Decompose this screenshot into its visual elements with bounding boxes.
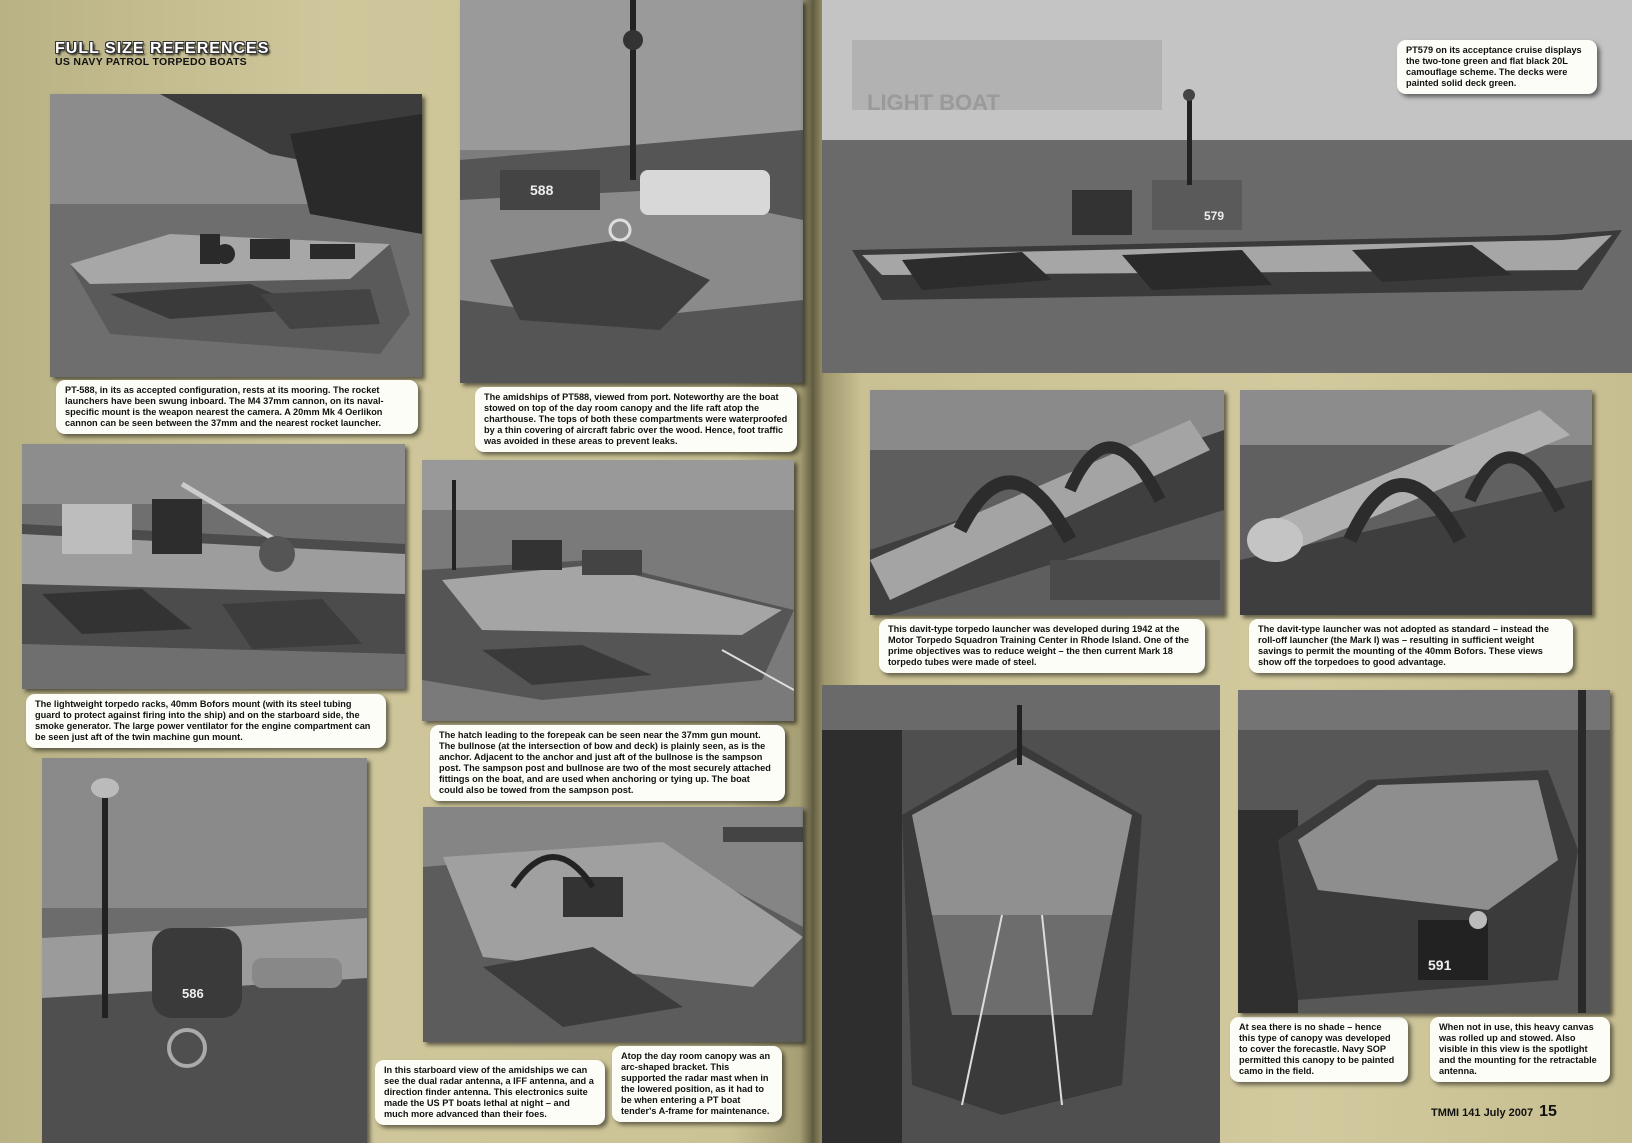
caption-amidships-port: The amidships of PT588, viewed from port. Noteworthy are the boat stowed on top of the day room canopy and the life raft atop the charthouse. The tops of both these compartments were waterproofed by a thin covering of aircraft fabric over the wood. Hence, foot traffic was avoided in these areas to prevent leaks. — [475, 387, 797, 452]
caption-canopy-sea: At sea there is no shade – hence this type of canopy was developed to cover the forecastle. Navy SOP permitted this canopy to be painted camo in the field. — [1230, 1017, 1408, 1082]
photo-starboard-amidships — [42, 758, 367, 1143]
photo-pt588-mooring — [50, 94, 422, 377]
photo-arc-bracket — [423, 807, 803, 1042]
caption-davit-launcher: This davit-type torpedo launcher was developed during 1942 at the Motor Torpedo Squadron Training Center in Rhode Island. One of the prime objectives was to reduce weight – the then current Mark 18 torpedo tubes were made of steel. — [879, 619, 1205, 673]
section-subtitle: US NAVY PATROL TORPEDO BOATS — [55, 56, 247, 68]
photo-torpedo-racks — [22, 444, 405, 689]
caption-davit-not-adopted: The davit-type launcher was not adopted as standard – instead the roll-off launcher (the Mark I) was – resulting in sufficient weight savings to permit the mounting of the 40mm Bofors. These views show off the torpedoes to good advantage. — [1249, 619, 1573, 673]
photo-amidships-port — [460, 0, 803, 383]
background-sign-text: LIGHT BOAT — [867, 90, 1000, 115]
page-number: 15 — [1539, 1103, 1557, 1120]
folio-text: TMMI 141 July 2007 — [1431, 1107, 1534, 1119]
section-title: FULL SIZE REFERENCES — [55, 40, 270, 57]
caption-forepeak-hatch: The hatch leading to the forepeak can be seen near the 37mm gun mount. The bullnose (at the intersection of bow and deck) is plainly seen, as is the anchor. Adjacent to the anchor and just aft of the bullnose is the sampson post. The sampson post and bullnose are two of the most securely attached fittings on the boat, and are used when anchoring or tying up. The boat could also be towed from the sampson post. — [430, 725, 785, 801]
hull-number-586: 586 — [182, 986, 204, 1001]
hull-number-591: 591 — [1428, 957, 1452, 973]
page-folio — [1431, 1103, 1557, 1121]
photo-forepeak-bow — [422, 460, 794, 721]
caption-pt579-cruise: PT579 on its acceptance cruise displays the two-tone green and flat black 20L camouflage scheme. The decks were painted solid deck green. — [1397, 40, 1597, 94]
hull-number-579: 579 — [1204, 209, 1225, 223]
caption-canopy-stowed: When not in use, this heavy canvas was rolled up and stowed. Also visible in this view is the spotlight and the mounting for the retractable antenna. — [1430, 1017, 1610, 1082]
spine-gutter — [800, 0, 824, 1143]
hull-number-588: 588 — [530, 182, 554, 198]
caption-torpedo-racks: The lightweight torpedo racks, 40mm Bofors mount (with its steel tubing guard to protect against firing into the ship) and on the starboard side, the smoke generator. The large power ventilator for the engine compartment can be seen just aft of the twin machine gun mount. — [26, 694, 386, 748]
caption-starboard-amidships: In this starboard view of the amidships we can see the dual radar antenna, a IFF antenna, and a direction finder antenna. This electronics suite made the US PT boats lethal at night – and much more advanced than their foes. — [375, 1060, 605, 1125]
caption-pt588-mooring: PT-588, in its as accepted configuration, rests at its mooring. The rocket launchers have been swung inboard. The M4 37mm cannon, on its naval-specific mount is the weapon nearest the camera. A 20mm Mk 4 Oerlikon cannon can be seen between the 37mm and the nearest rocket launcher. — [56, 380, 418, 434]
caption-arc-bracket: Atop the day room canopy was an arc-shaped bracket. This supported the radar mast when in the lowered position, as it had to be when entering a PT boat tender's A-frame for maintenance. — [612, 1046, 782, 1122]
photo-canopy-sea — [822, 685, 1220, 1143]
photo-davit-launcher-1 — [870, 390, 1224, 615]
photo-canopy-stowed — [1238, 690, 1610, 1013]
photo-davit-launcher-2 — [1240, 390, 1592, 615]
